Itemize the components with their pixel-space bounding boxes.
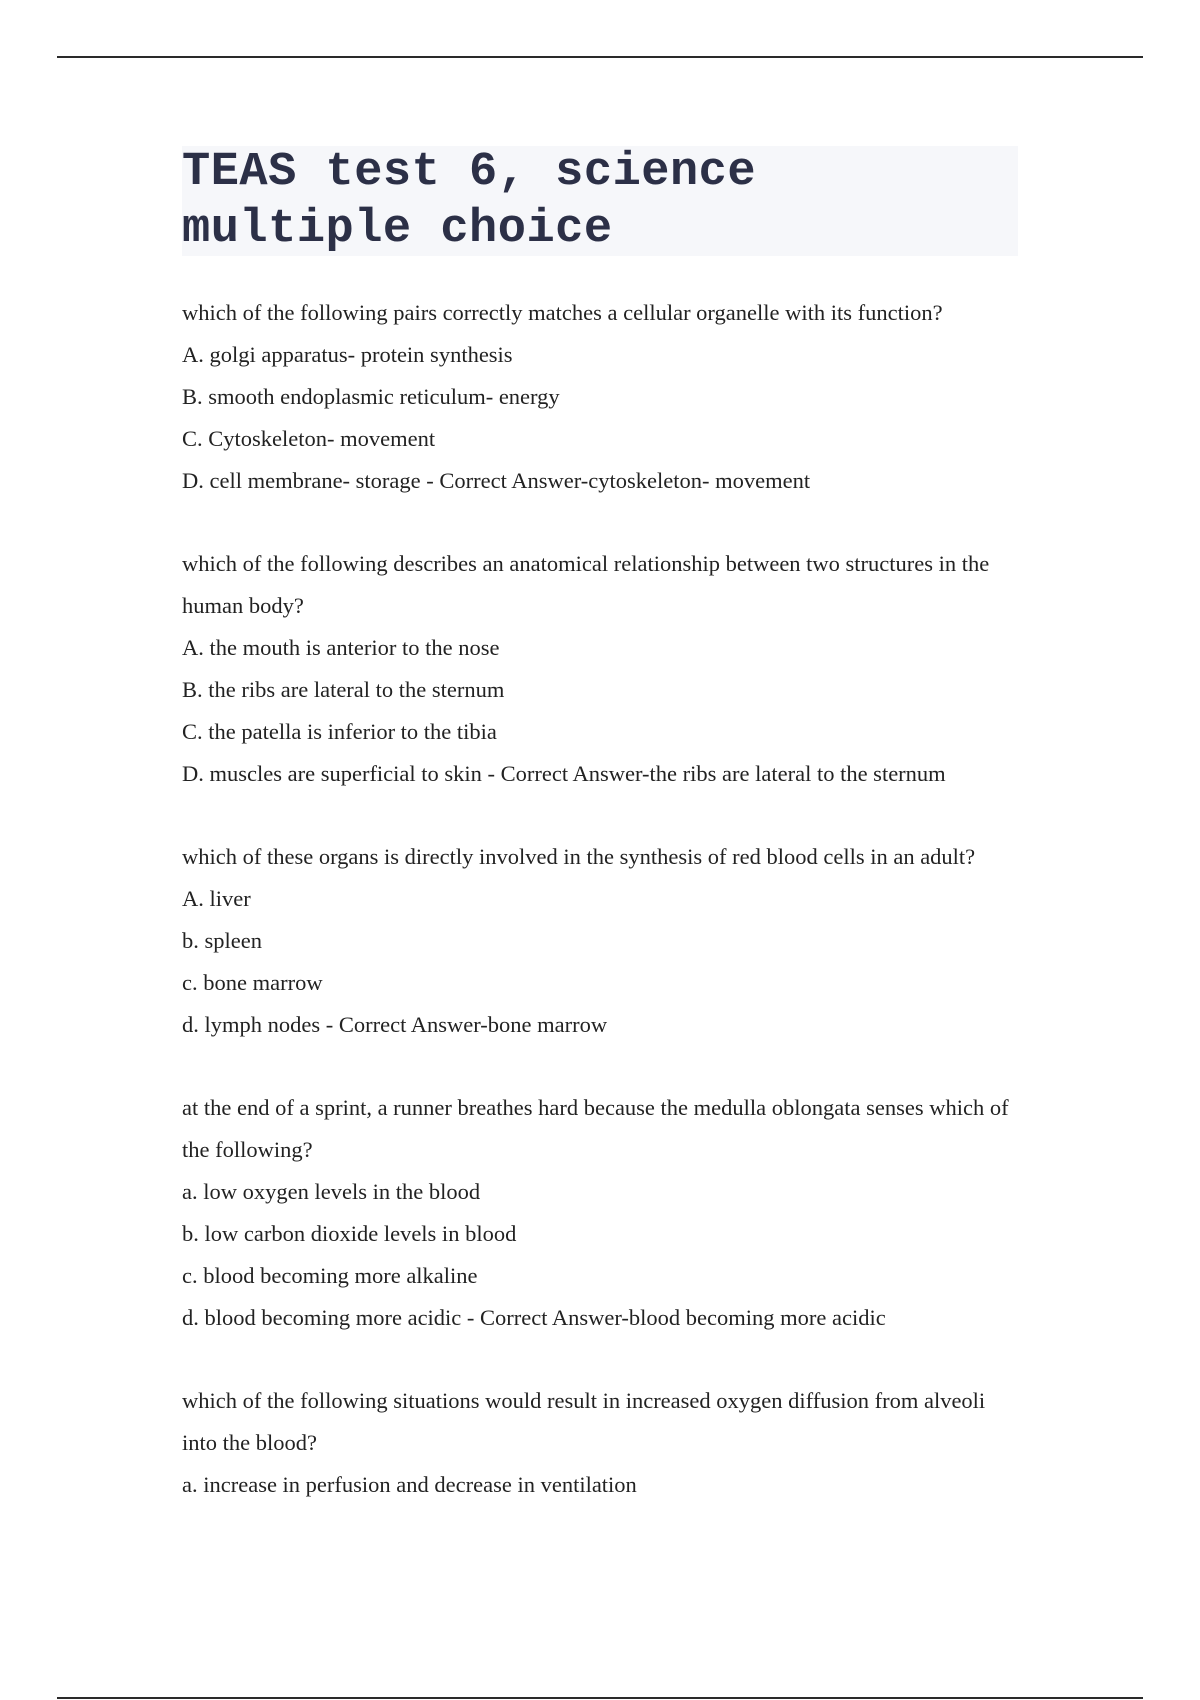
title-line-2: multiple choice [182,203,613,256]
title-block [182,146,1018,256]
question-text: which of the following describes an anatomical relationship between two structures in the human body? [182,551,990,618]
answer-option: a. increase in perfusion and decrease in ventilation [182,1472,637,1497]
question-item [182,292,1022,502]
question-item [182,1087,1022,1339]
answer-option: B. the ribs are lateral to the sternum [182,677,505,702]
question-item [182,1380,1022,1506]
question-text: which of the following situations would result in increased oxygen diffusion from alveoli into the blood? [182,1388,986,1455]
answer-option: C. Cytoskeleton- movement [182,426,436,451]
answer-option: c. blood becoming more alkaline [182,1263,478,1288]
answer-option: a. low oxygen levels in the blood [182,1179,481,1204]
question-text: which of these organs is directly involved in the synthesis of red blood cells in an adult? [182,844,976,869]
answer-option: b. low carbon dioxide levels in blood [182,1221,517,1246]
answer-option: A. the mouth is anterior to the nose [182,635,500,660]
question-item [182,836,1022,1046]
footer-divider [57,1697,1143,1699]
answer-option: d. blood becoming more acidic - Correct Answer-blood becoming more acidic [182,1305,886,1330]
answer-option: D. cell membrane- storage - Correct Answer-cytoskeleton- movement [182,468,811,493]
answer-option: d. lymph nodes - Correct Answer-bone marrow [182,1012,608,1037]
question-list [182,292,1022,1547]
answer-option: D. muscles are superficial to skin - Correct Answer-the ribs are lateral to the sternum [182,761,946,786]
answer-option: c. bone marrow [182,970,323,995]
header-divider [57,56,1143,58]
title-line-1: TEAS test 6, science [182,146,757,199]
answer-option: B. smooth endoplasmic reticulum- energy [182,384,560,409]
answer-option: b. spleen [182,928,262,953]
answer-option: A. liver [182,886,251,911]
answer-option: A. golgi apparatus- protein synthesis [182,342,513,367]
document-title [182,144,1018,258]
question-text: which of the following pairs correctly matches a cellular organelle with its function? [182,300,943,325]
answer-option: C. the patella is inferior to the tibia [182,719,497,744]
question-item [182,543,1022,795]
question-text: at the end of a sprint, a runner breathes hard because the medulla oblongata senses which of the following? [182,1095,1009,1162]
